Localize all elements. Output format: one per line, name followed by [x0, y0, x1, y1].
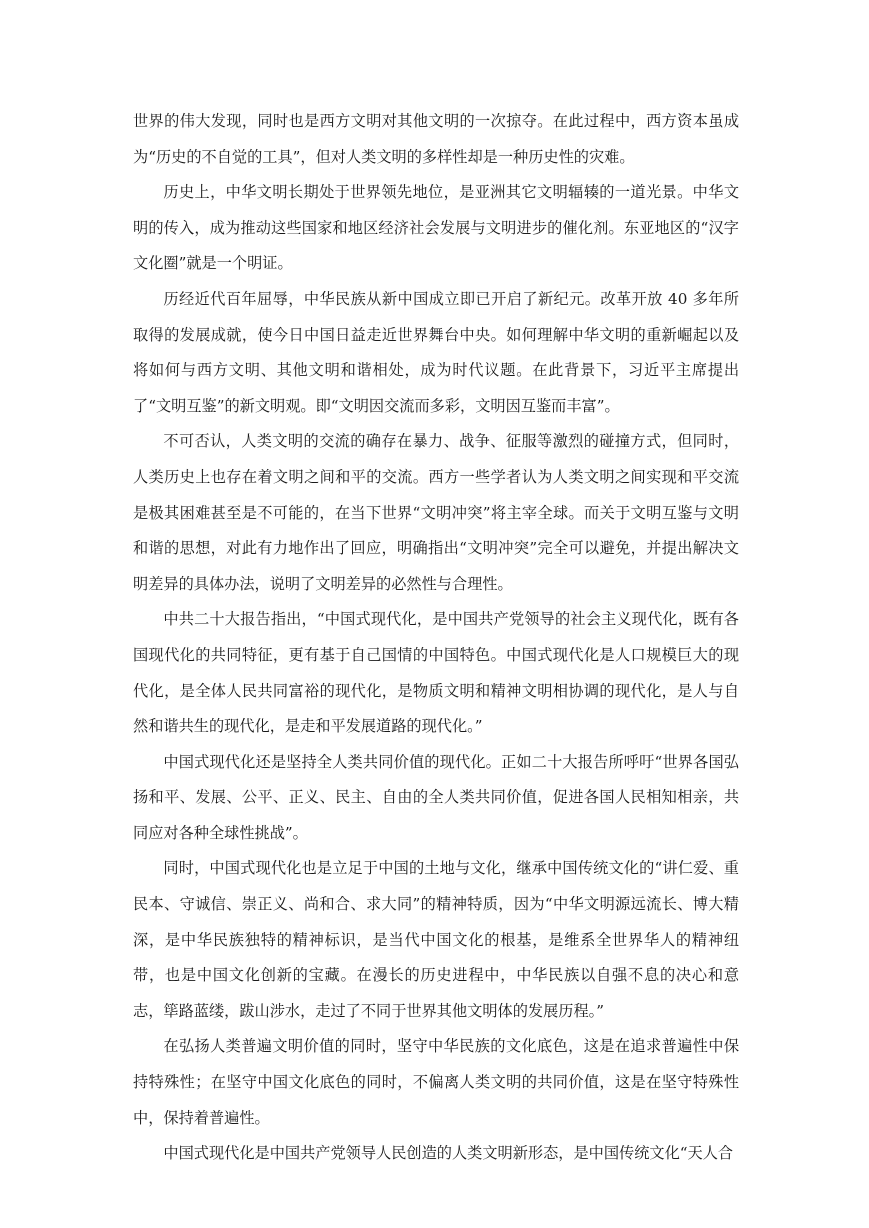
paragraph-traditional-culture: 同时，中国式现代化也是立足于中国的土地与文化，继承中国传统文化的“讲仁爱、重民本、守诚信、崇正义、尚和合、求大同”的精神特质，因为“中华文明源远流长、博大精深，是中华民族独特的精神标识，是当代中国文化的根基，是维系全世界华人的精神纽带，也是中国文化创新的宝藏。在漫长的历史进程中，中华民族以自强不息的决心和意志，筚路蓝缕，跋山涉水，走过了不同于世界其他文明体的发展历程。” [133, 859, 739, 1020]
paragraph-chinese-civilization-history: 历史上，中华文明长期处于世界领先地位，是亚洲其它文明辐辏的一道光景。中华文明的传入，成为推动这些国家和地区经济社会发展与文明进步的催化剂。东亚地区的“汉字文化圈”就是一个明证。 [133, 183, 739, 273]
paragraph-common-values: 中国式现代化还是坚持全人类共同价值的现代化。正如二十大报告所呼吁“世界各国弘扬和平、发展、公平、正义、民主、自由的全人类共同价值，促进各国人民相知相亲，共同应对各种全球性挑战”。 [133, 752, 739, 842]
paragraph-new-form-civilization: 中国式现代化是中国共产党领导人民创造的人类文明新形态，是中国传统文化“天人合 [163, 1144, 734, 1163]
paragraph-twentieth-congress-report: 中共二十大报告指出，“中国式现代化，是中国共产党领导的社会主义现代化，既有各国现代化的共同特征，更有基于自己国情的中国特色。中国式现代化是人口规模巨大的现代化，是全体人民共同富裕的现代化，是物质文明和精神文明相协调的现代化，是人与自然和谐共生的现代化，是走和平发展道路的现代化。” [133, 610, 739, 736]
document-body [133, 104, 739, 1172]
paragraph-new-era: 历经近代百年屈辱，中华民族从新中国成立即已开启了新纪元。改革开放 40 多年所取得的发展成就，使今日中国日益走近世界舞台中央。如何理解中华文明的重新崛起以及将如何与西方文明、其他文明和谐相处，成为时代议题。在此背景下，习近平主席提出了“文明互鉴”的新文明观。即“文明因交流而多彩，文明因互鉴而丰富”。 [133, 289, 739, 415]
paragraph-civilization-exchange: 不可否认，人类文明的交流的确存在暴力、战争、征服等激烈的碰撞方式，但同时，人类历史上也存在着文明之间和平的交流。西方一些学者认为人类文明之间实现和平交流是极其困难甚至是不可能的，在当下世界“文明冲突”将主宰全球。而关于文明互鉴与文明和谐的思想，对此有力地作出了回应，明确指出“文明冲突”完全可以避免，并提出解决文明差异的具体办法，说明了文明差异的必然性与合理性。 [133, 432, 739, 593]
paragraph-universality-particularity: 在弘扬人类普遍文明价值的同时，坚守中华民族的文化底色，这是在追求普遍性中保持特殊性；在坚守中国文化底色的同时，不偏离人类文明的共同价值，这是在坚守特殊性中，保持着普遍性。 [133, 1037, 739, 1127]
paragraph-continued: 世界的伟大发现，同时也是西方文明对其他文明的一次掠夺。在此过程中，西方资本虽成为“历史的不自觉的工具”，但对人类文明的多样性却是一种历史性的灾难。 [133, 112, 739, 166]
